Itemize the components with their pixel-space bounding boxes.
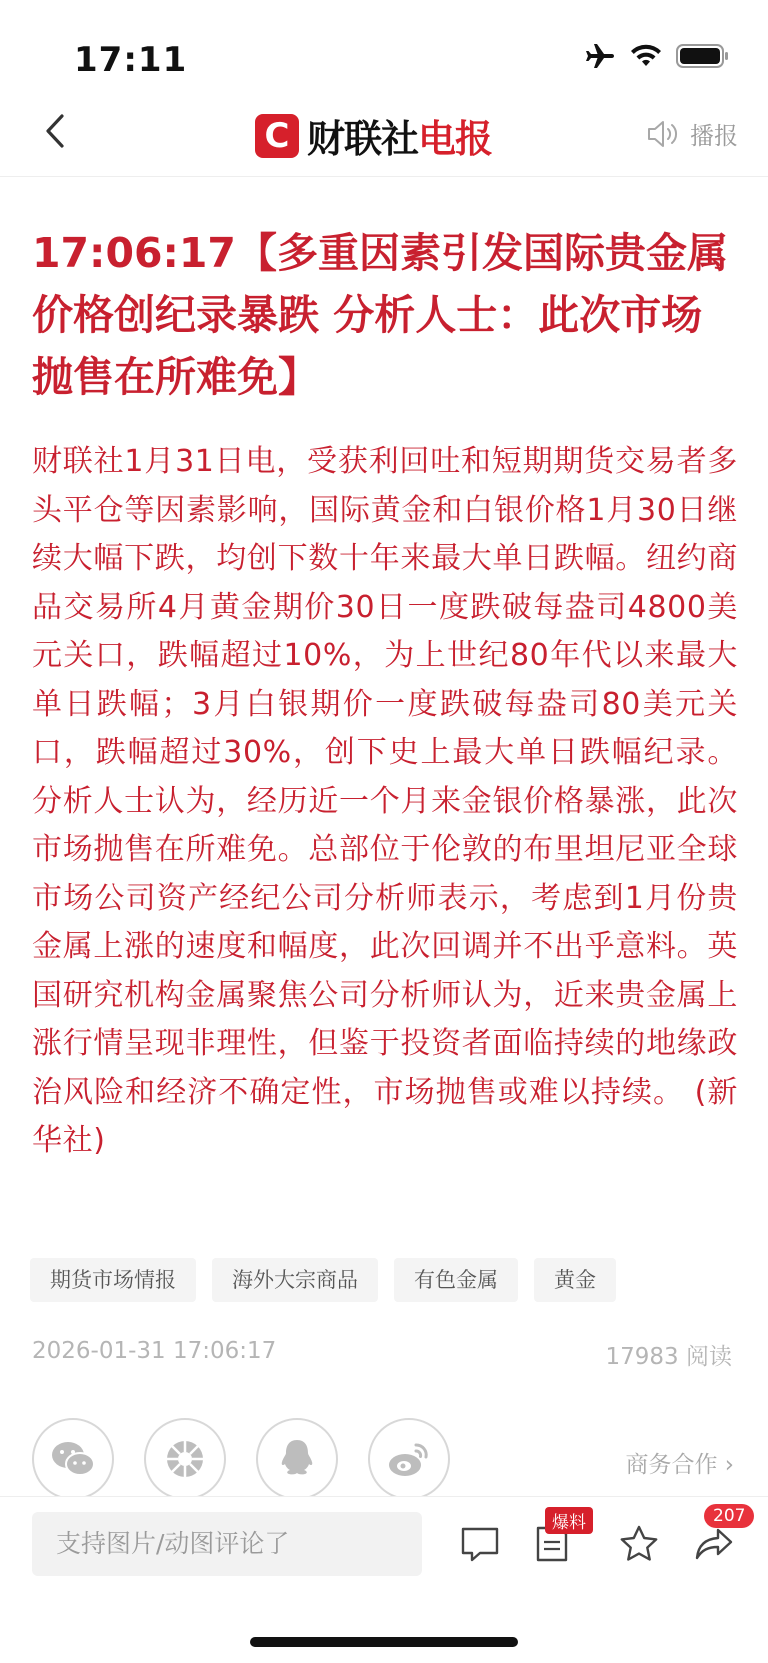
logo-text-black: 财联社 [307, 117, 419, 161]
broadcast-button[interactable] [646, 116, 738, 151]
tag-item[interactable]: 有色金属 [394, 1258, 518, 1302]
baoliao-badge: 爆料 [545, 1507, 593, 1534]
airplane-icon [584, 42, 616, 70]
status-icons [584, 42, 730, 70]
tag-list [30, 1258, 616, 1302]
battery-icon [676, 43, 730, 69]
app-logo [255, 108, 492, 163]
logo-mark: C [255, 114, 299, 158]
star-icon[interactable] [617, 1522, 661, 1566]
business-cooperation-link[interactable]: 商务合作 › [625, 1452, 734, 1478]
speaker-icon [646, 119, 680, 149]
home-indicator [250, 1637, 518, 1647]
qq-icon [277, 1437, 317, 1481]
share-moments-button[interactable] [144, 1418, 226, 1500]
article-body: 财联社1月31日电，受获利回吐和短期期货交易者多头平仓等因素影响，国际黄金和白银价格1月30日继续大幅下跌，均创下数十年来最大单日跌幅。纽约商品交易所4月黄金期价30日一度跌破每盎司4800美元关口，跌幅超过10%，为上世纪80年代以来最大单日跌幅；3月白银期价一度跌破每盎司80美元关口，跌幅超过30%，创下史上最大单日跌幅纪录。分析人士认为，经历近一个月来金银价格暴涨，此次市场抛售在所难免。总部位于伦敦的布里坦尼亚全球市场公司资产经纪公司分析师表示，考虑到1月份贵金属上涨的速度和幅度，此次回调并不出乎意料。英国研究机构金属聚焦公司分析师认为，近来贵金属上涨行情呈现非理性，但鉴于投资者面临持续的地缘政治风险和经济不确定性，市场抛售或难以持续。 (新华社) [32, 444, 738, 1158]
tag-item[interactable]: 黄金 [534, 1258, 616, 1302]
weibo-icon [386, 1439, 432, 1479]
wifi-icon [630, 44, 662, 68]
tag-item[interactable]: 期货市场情报 [30, 1258, 196, 1302]
moments-icon [163, 1437, 207, 1481]
back-arrow-icon[interactable] [36, 106, 76, 156]
share-qq-button[interactable] [256, 1418, 338, 1500]
share-weibo-button[interactable] [368, 1418, 450, 1500]
logo-text-red: 电报 [418, 117, 493, 161]
comment-icon[interactable] [458, 1522, 502, 1566]
share-count-badge: 207 [704, 1504, 754, 1528]
broadcast-label: 播报 [690, 122, 738, 150]
share-wechat-button[interactable] [32, 1418, 114, 1500]
comment-input[interactable]: 支持图片/动图评论了 [32, 1512, 422, 1576]
read-count: 17983 阅读 [605, 1344, 732, 1370]
article-headline: 17:06:17【多重因素引发国际贵金属价格创纪录暴跌 分析人士：此次市场抛售在所难免】 [32, 229, 728, 401]
logo-text [307, 108, 492, 163]
tag-item[interactable]: 海外大宗商品 [212, 1258, 378, 1302]
wechat-icon [49, 1439, 97, 1479]
publish-date: 2026-01-31 17:06:17 [32, 1338, 277, 1364]
status-time: 17:11 [74, 40, 188, 80]
share-icon[interactable] [692, 1522, 736, 1566]
